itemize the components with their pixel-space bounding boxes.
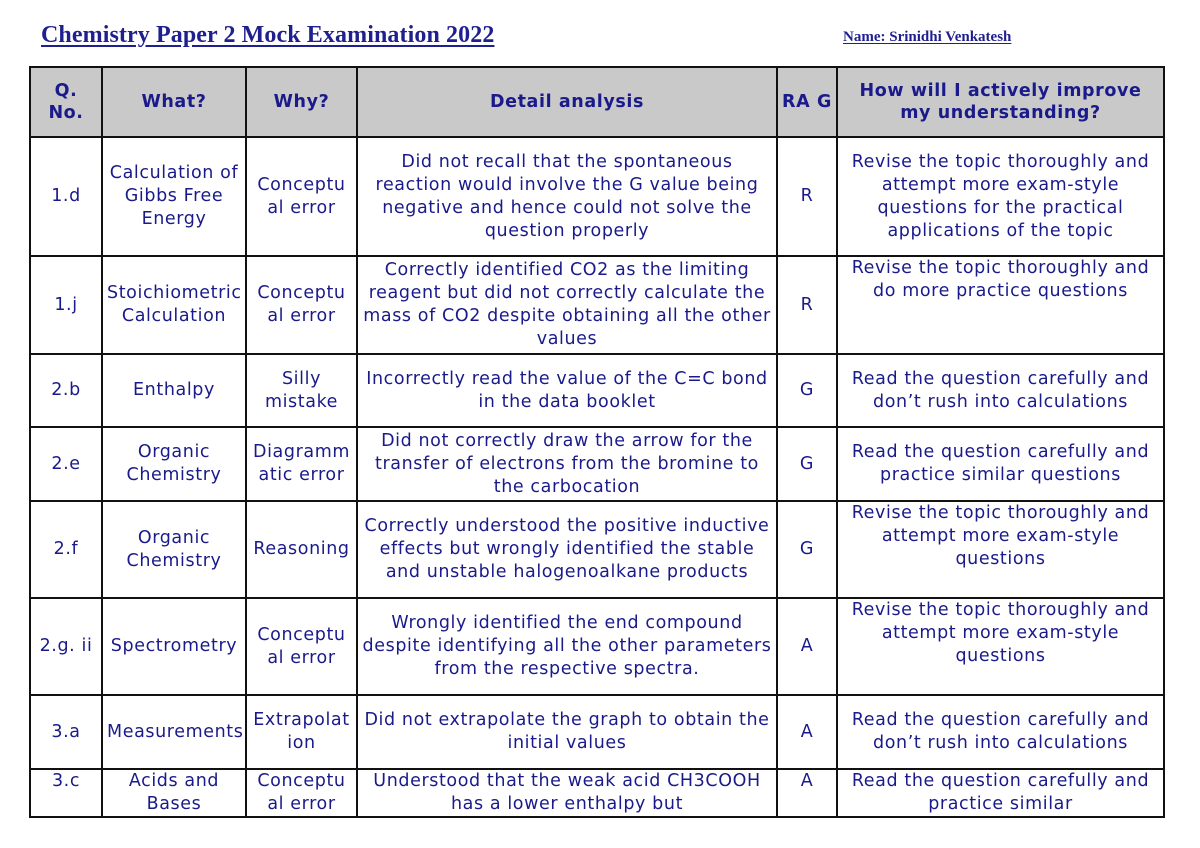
cell-improve: Read the question carefully and practice similar questions [837, 427, 1164, 501]
table-row [30, 695, 1164, 769]
cell-question-number: 2.g. ii [30, 598, 102, 695]
cell-rag: A [777, 598, 837, 695]
cell-rag: G [777, 354, 837, 427]
cell-question-number: 1.d [30, 137, 102, 256]
table-row [30, 427, 1164, 501]
cell-detail: Did not correctly draw the arrow for the transfer of electrons from the bromine to the carbocation [357, 427, 777, 501]
cell-rag: A [777, 695, 837, 769]
table-row [30, 501, 1164, 598]
table-row [30, 354, 1164, 427]
cell-why: Conceptu al error [246, 256, 357, 354]
cell-detail: Incorrectly read the value of the C=C bond in the data booklet [357, 354, 777, 427]
col-header-why: Why? [246, 67, 357, 137]
cell-detail: Did not extrapolate the graph to obtain the initial values [357, 695, 777, 769]
cell-improve: Revise the topic thoroughly and do more practice questions [837, 256, 1164, 354]
cell-rag: A [777, 769, 837, 817]
cell-why: Reasoning [246, 501, 357, 598]
cell-what: Calculation of Gibbs Free Energy [102, 137, 246, 256]
cell-what: Organic Chemistry [102, 427, 246, 501]
cell-what: Spectrometry [102, 598, 246, 695]
cell-why: Conceptu al error [246, 137, 357, 256]
table-header-row [30, 67, 1164, 137]
cell-why: Silly mistake [246, 354, 357, 427]
document-title: Chemistry Paper 2 Mock Examination 2022 [41, 22, 495, 48]
cell-improve: Read the question carefully and don’t rush into calculations [837, 354, 1164, 427]
cell-detail: Correctly understood the positive inductive effects but wrongly identified the stable and unstable halogenoalkane products [357, 501, 777, 598]
cell-question-number: 2.e [30, 427, 102, 501]
cell-rag: G [777, 501, 837, 598]
cell-what: Organic Chemistry [102, 501, 246, 598]
table-row [30, 769, 1164, 817]
cell-detail: Wrongly identified the end compound despite identifying all the other parameters from the respective spectra. [357, 598, 777, 695]
cell-detail: Correctly identified CO2 as the limiting reagent but did not correctly calculate the mass of CO2 despite obtaining all the other values [357, 256, 777, 354]
cell-what: Stoichiometric Calculation [102, 256, 246, 354]
cell-rag: R [777, 256, 837, 354]
cell-improve: Revise the topic thoroughly and attempt more exam-style questions for the practical applications of the topic [837, 137, 1164, 256]
cell-improve: Revise the topic thoroughly and attempt more exam-style questions [837, 598, 1164, 695]
cell-improve: Read the question carefully and practice similar [837, 769, 1164, 817]
cell-rag: R [777, 137, 837, 256]
cell-question-number: 2.b [30, 354, 102, 427]
cell-improve: Read the question carefully and don’t rush into calculations [837, 695, 1164, 769]
table-row [30, 598, 1164, 695]
cell-detail: Understood that the weak acid CH3COOH has a lower enthalpy but [357, 769, 777, 817]
cell-question-number: 2.f [30, 501, 102, 598]
cell-detail: Did not recall that the spontaneous reaction would involve the G value being negative and hence could not solve the question properly [357, 137, 777, 256]
table-row [30, 256, 1164, 354]
cell-why: Extrapolat ion [246, 695, 357, 769]
cell-what: Acids and Bases [102, 769, 246, 817]
student-name: Name: Srinidhi Venkatesh [843, 29, 1012, 45]
col-header-improvement: How will I actively improve my understanding? [837, 67, 1164, 137]
col-header-detail-analysis: Detail analysis [357, 67, 777, 137]
cell-rag: G [777, 427, 837, 501]
cell-question-number: 3.a [30, 695, 102, 769]
table-row [30, 137, 1164, 256]
col-header-question-number: Q. No. [30, 67, 102, 137]
cell-what: Enthalpy [102, 354, 246, 427]
cell-question-number: 3.c [30, 769, 102, 817]
cell-why: Conceptu al error [246, 598, 357, 695]
col-header-rag: RA G [777, 67, 837, 137]
cell-question-number: 1.j [30, 256, 102, 354]
cell-why: Conceptu al error [246, 769, 357, 817]
cell-improve: Revise the topic thoroughly and attempt more exam-style questions [837, 501, 1164, 598]
col-header-what: What? [102, 67, 246, 137]
cell-what: Measurements [102, 695, 246, 769]
analysis-table [29, 66, 1165, 818]
cell-why: Diagramm atic error [246, 427, 357, 501]
